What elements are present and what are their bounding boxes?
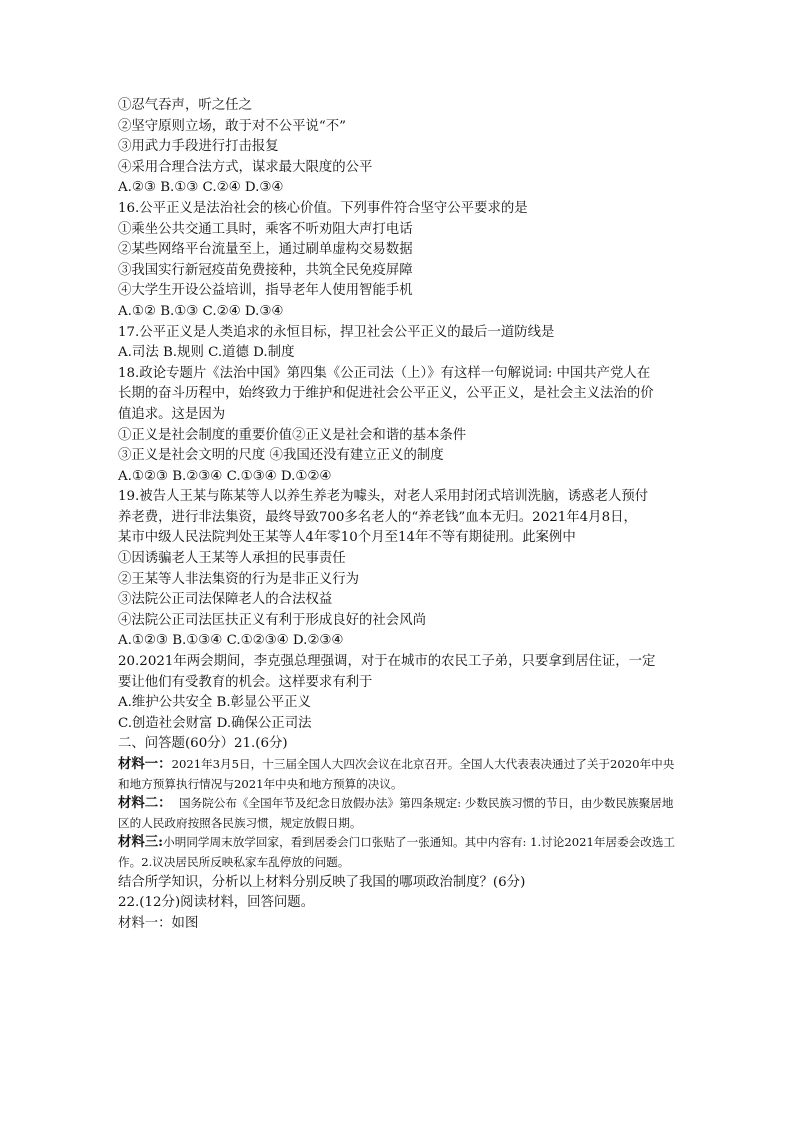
q15-choices: A.②③ B.①③ C.②④ D.③④ [118, 180, 284, 196]
q18-stem-line-1: 18.政论专题片《法治中国》第四集《公正司法（上）》有这样一句解说词: 中国共产党人在 [118, 365, 651, 381]
q21-material-3-label: 材料三: [118, 834, 164, 851]
q21-material-2-label: 材料二： [118, 795, 172, 812]
q20-choices-line-2: C.创造社会财富 D.确保公正司法 [118, 715, 312, 731]
q19-option-1: ①因诱骗老人王某等人承担的民事责任 [118, 551, 346, 567]
q19-option-3: ③法院公正司法保障老人的合法权益 [118, 592, 333, 608]
q16-option-1: ①乘坐公共交通工具时，乘客不听劝阻大声打电话 [118, 221, 413, 237]
q22-stem: 22.(12分)阅读材料，回答问题。 [118, 895, 315, 911]
q20-stem-line-1: 20.2021年两会期间，李克强总理强调，对于在城市的农民工子弟，只要拿到居住证，一定 [118, 654, 656, 670]
q16-option-4: ④大学生开设公益培训，指导老年人使用智能手机 [118, 283, 413, 299]
q16-option-3: ③我国实行新冠疫苗免费接种，共筑全民免疫屏障 [118, 262, 413, 278]
q15-option-3: ③用武力手段进行打击报复 [118, 139, 279, 155]
q19-option-2: ②王某等人非法集资的行为是非正义行为 [118, 571, 360, 587]
q16-option-2: ②某些网络平台流量至上，通过刷单虚构交易数据 [118, 242, 413, 258]
q17-stem: 17.公平正义是人类追求的永恒目标，捍卫社会公平正义的最后一道防线是 [118, 324, 555, 340]
q21-question: 结合所学知识，分析以上材料分别反映了我国的哪项政治制度？(6分) [118, 874, 526, 890]
q19-stem-line-1: 19.被告人王某与陈某等人以养生养老为噱头，对老人采用封闭式培训洗脑，诱惑老人预付 [118, 489, 649, 505]
q20-stem-line-2: 要让他们有受教育的机会。这样要求有利于 [118, 674, 373, 690]
q19-choices: A.①②③ B.①③④ C.①②③④ D.②③④ [118, 633, 344, 649]
q18-choices: A.①②③ B.②③④ C.①③④ D.①②④ [118, 468, 332, 484]
q21-material-1-label: 材料一： [118, 756, 172, 772]
q21-material-3 [118, 833, 683, 872]
q20-choices-line-1: A.维护公共安全 B.彰显公平正义 [118, 695, 311, 711]
q16-stem: 16.公平正义是法治社会的核心价值。下列事件符合坚守公平要求的是 [118, 200, 528, 216]
section-2-heading: 二、问答题(60分）21.(6分) [118, 736, 288, 752]
q18-stem-line-2: 长期的奋斗历程中，始终致力于维护和促进社会公平正义，公平正义，是社会主义法治的价 [118, 386, 654, 402]
q17-choices: A.司法 B.规则 C.道德 D.制度 [118, 345, 295, 361]
q18-options-1-2: ①正义是社会制度的重要价值②正义是社会和谐的基本条件 [118, 427, 467, 443]
q15-option-4: ④采用合理合法方式，谋求最大限度的公平 [118, 159, 373, 175]
q15-option-2: ②坚守原则立场，敢于对不公平说“不” [118, 118, 346, 134]
q18-options-3-4: ③正义是社会文明的尺度 ④我国还没有建立正义的制度 [118, 448, 444, 464]
q21-material-2-text: 国务院公布《全国年节及纪念日放假办法》第四条规定: 少数民族习惯的节日，由少数民族聚居地区的人民政府按照各民族习惯，规定放假日期。 [118, 796, 674, 830]
exam-page [118, 96, 683, 934]
q21-material-1 [118, 755, 683, 794]
q22-material-1: 材料一：如图 [118, 915, 199, 931]
q18-stem-line-3: 值追求。这是因为 [118, 406, 226, 422]
q16-choices: A.①② B.①③ C.②④ D.③④ [118, 303, 284, 319]
q21-material-2 [118, 794, 683, 833]
q19-stem-line-3: 某市中级人民法院判处王某等人4年零10个月至14年不等有期徒刑。此案例中 [118, 530, 576, 546]
q19-stem-line-2: 养老费，进行非法集资，最终导致700多名老人的“养老钱”血本无归。2021年4月8日， [118, 509, 637, 525]
q21-material-3-text: 小明同学周末放学回家，看到居委会门口张贴了一张通知。其中内容有: 1.讨论2021年居委会改选工作。2.议决居民所反映私家车乱停放的问题。 [118, 835, 676, 869]
q15-option-1: ①忍气吞声，听之任之 [118, 98, 252, 113]
q19-option-4: ④法院公正司法匡扶正义有利于形成良好的社会风尚 [118, 612, 426, 628]
q21-material-1-text: 2021年3月5日，十三届全国人大四次会议在北京召开。全国人大代表表决通过了关于2020年中央和地方预算执行情况与2021年中央和地方预算的决议。 [118, 757, 675, 791]
